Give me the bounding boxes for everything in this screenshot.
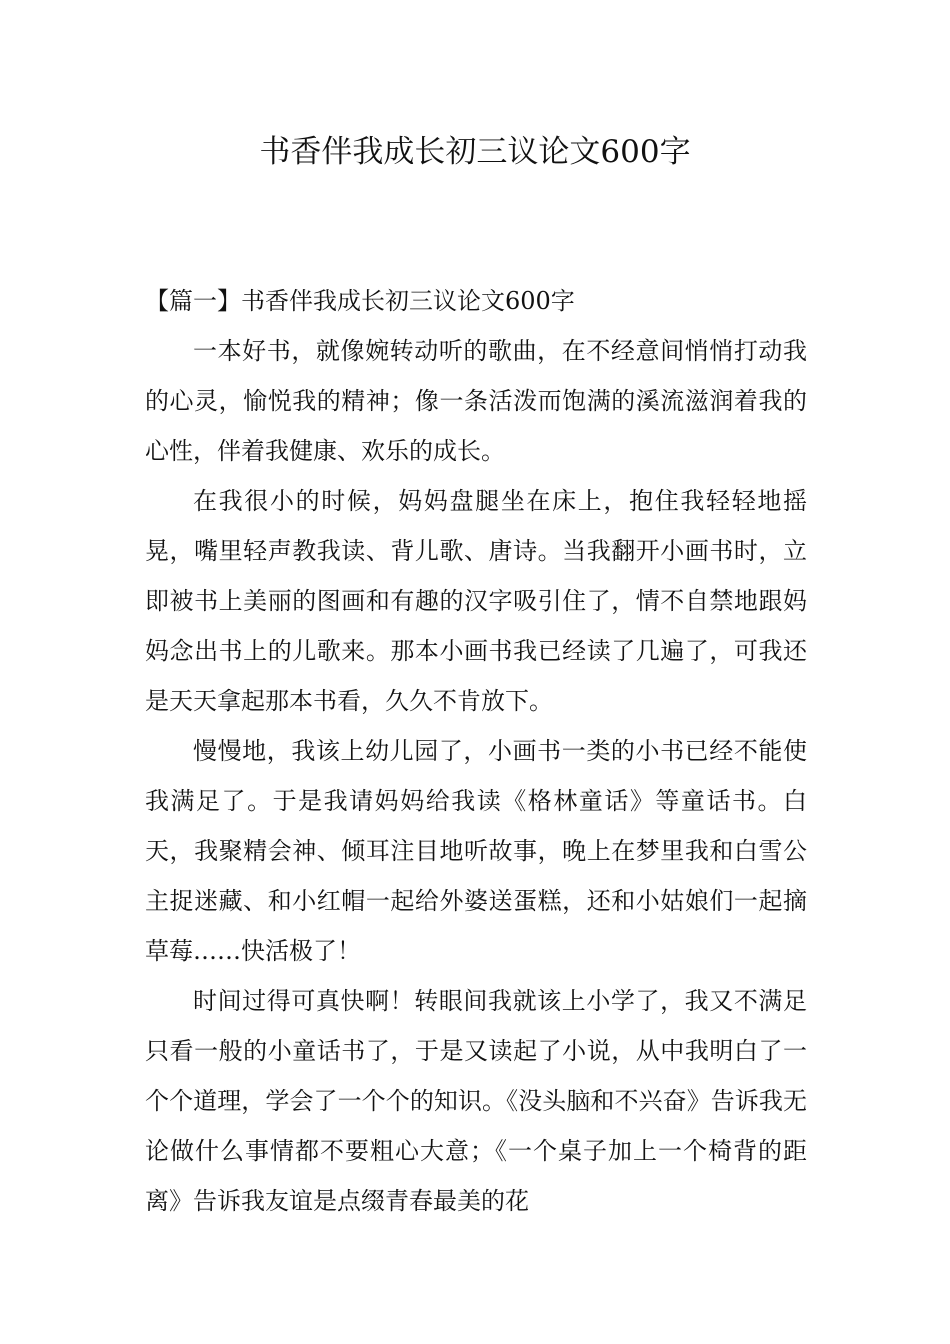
document-title: 书香伴我成长初三议论文600字	[259, 134, 691, 170]
paragraph-2: 在我很小的时候，妈妈盘腿坐在床上，抱住我轻轻地摇晃，嘴里轻声教我读、背儿歌、唐诗。当我翻开小画书时，立即被书上美丽的图画和有趣的汉字吸引住了，情不自禁地跟妈妈念出书上的儿歌来。那本小画书我已经读了几遍了，可我还是天天拿起那本书看，久久不肯放下。	[145, 487, 807, 715]
paragraph-3: 慢慢地，我该上幼儿园了，小画书一类的小书已经不能使我满足了。于是我请妈妈给我读《格林童话》等童话书。白天，我聚精会神、倾耳注目地听故事，晚上在梦里我和白雪公主捉迷藏、和小红帽一起给外婆送蛋糕，还和小姑娘们一起摘草莓……快活极了！	[145, 737, 807, 965]
document-body	[145, 276, 807, 1226]
section-heading: 【篇一】书香伴我成长初三议论文600字	[145, 287, 575, 315]
paragraph-4: 时间过得可真快啊！转眼间我就该上小学了，我又不满足只看一般的小童话书了，于是又读起了小说，从中我明白了一个个道理，学会了一个个的知识。《没头脑和不兴奋》告诉我无论做什么事情都不要粗心大意；《一个桌子加上一个椅背的距离》告诉我友谊是点缀青春最美的花	[145, 987, 807, 1215]
paragraph-1: 一本好书，就像婉转动听的歌曲，在不经意间悄悄打动我的心灵，愉悦我的精神；像一条活泼而饱满的溪流滋润着我的心性，伴着我健康、欢乐的成长。	[145, 337, 807, 465]
